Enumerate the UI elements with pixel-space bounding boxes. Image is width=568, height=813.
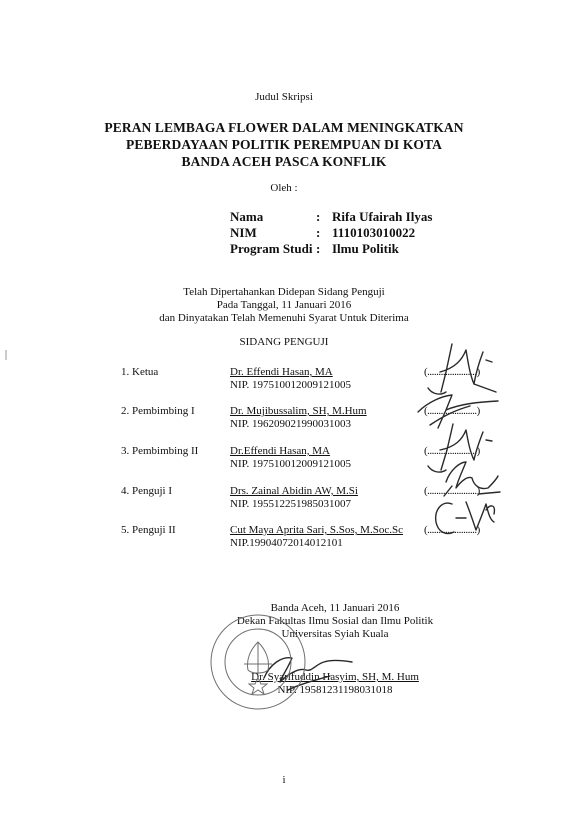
info-value: Ilmu Politik: [332, 241, 399, 256]
info-key: Program Studi: [230, 241, 313, 256]
scan-mark: [5, 350, 7, 360]
title-line: PERAN LEMBAGA FLOWER DALAM MENINGKATKAN: [104, 120, 464, 135]
member-role: 1. Ketua: [121, 366, 159, 378]
signature-blank: (......................): [424, 485, 480, 497]
signature-blank: (......................): [424, 445, 480, 457]
student-info: [230, 209, 432, 257]
signature-space: [215, 641, 455, 671]
member-role: 3. Pembimbing II: [121, 445, 199, 457]
place-date: Banda Aceh, 11 Januari 2016: [270, 602, 400, 614]
member-name: Dr. Mujibussalim, SH, M.Hum: [230, 405, 367, 417]
info-colon: :: [316, 241, 321, 256]
member-role: 2. Pembimbing I: [121, 405, 195, 417]
page-number: i: [282, 774, 286, 786]
by-label: Oleh :: [270, 182, 298, 194]
info-key: Nama: [230, 209, 264, 224]
defense-line: dan Dinyatakan Telah Memenuhi Syarat Untuk Diterima: [159, 312, 409, 324]
member-role: 5. Penguji II: [121, 524, 176, 536]
info-value: 1110103010022: [332, 225, 416, 240]
member-role: 4. Penguji I: [121, 485, 173, 497]
defense-line: Telah Dipertahankan Didepan Sidang Penguji: [183, 286, 385, 298]
member-name: Drs. Zainal Abidin AW, M.Si: [230, 485, 358, 497]
title-line: BANDA ACEH PASCA KONFLIK: [181, 154, 387, 169]
defense-line: Pada Tanggal, 11 Januari 2016: [216, 299, 352, 311]
member-nip: NIP. 196209021990031003: [230, 418, 352, 430]
signature-blank: (......................): [424, 366, 480, 378]
thesis-title: [0, 119, 568, 170]
member-name: Dr. Effendi Hasan, MA: [230, 366, 333, 378]
member-name: Cut Maya Aprita Sari, S.Sos, M.Soc.Sc: [230, 524, 403, 536]
signature-ketua-flourish: [428, 384, 496, 394]
signature-blank: (......................): [424, 405, 480, 417]
member-nip: NIP. 197510012009121005: [230, 458, 352, 470]
dean-name: Dr. Syarifuddin Hasyim, SH, M. Hum: [251, 671, 419, 683]
member-name: Dr.Effendi Hasan, MA: [230, 445, 330, 457]
title-line: PEBERDAYAAN POLITIK PEREMPUAN DI KOTA: [126, 137, 442, 152]
info-value: Rifa Ufairah Ilyas: [332, 209, 433, 224]
panel-title: SIDANG PENGUJI: [239, 336, 329, 348]
dean-position: Dekan Fakultas Ilmu Sosial dan Ilmu Politik: [236, 615, 434, 627]
info-key: NIM: [230, 225, 257, 240]
university-name: Universitas Syiah Kuala: [281, 628, 389, 640]
info-colon: :: [316, 209, 321, 224]
member-nip: NIP. 195512251985031007: [230, 498, 352, 510]
info-row-name: [230, 209, 432, 225]
member-nip: NIP. 197510012009121005: [230, 379, 352, 391]
signature-blank: (......................): [424, 524, 480, 536]
defense-statement: [0, 286, 568, 325]
document-label: Judul Skripsi: [255, 91, 313, 103]
info-row-program: [230, 241, 432, 257]
info-row-nim: [230, 225, 432, 241]
signature-pembimbing-2-flourish: [428, 466, 446, 472]
dean-block: [215, 602, 455, 697]
info-colon: :: [316, 225, 321, 240]
member-nip: NIP.19904072014012101: [230, 537, 343, 549]
dean-nip: NIP. 19581231198031018: [277, 684, 393, 696]
